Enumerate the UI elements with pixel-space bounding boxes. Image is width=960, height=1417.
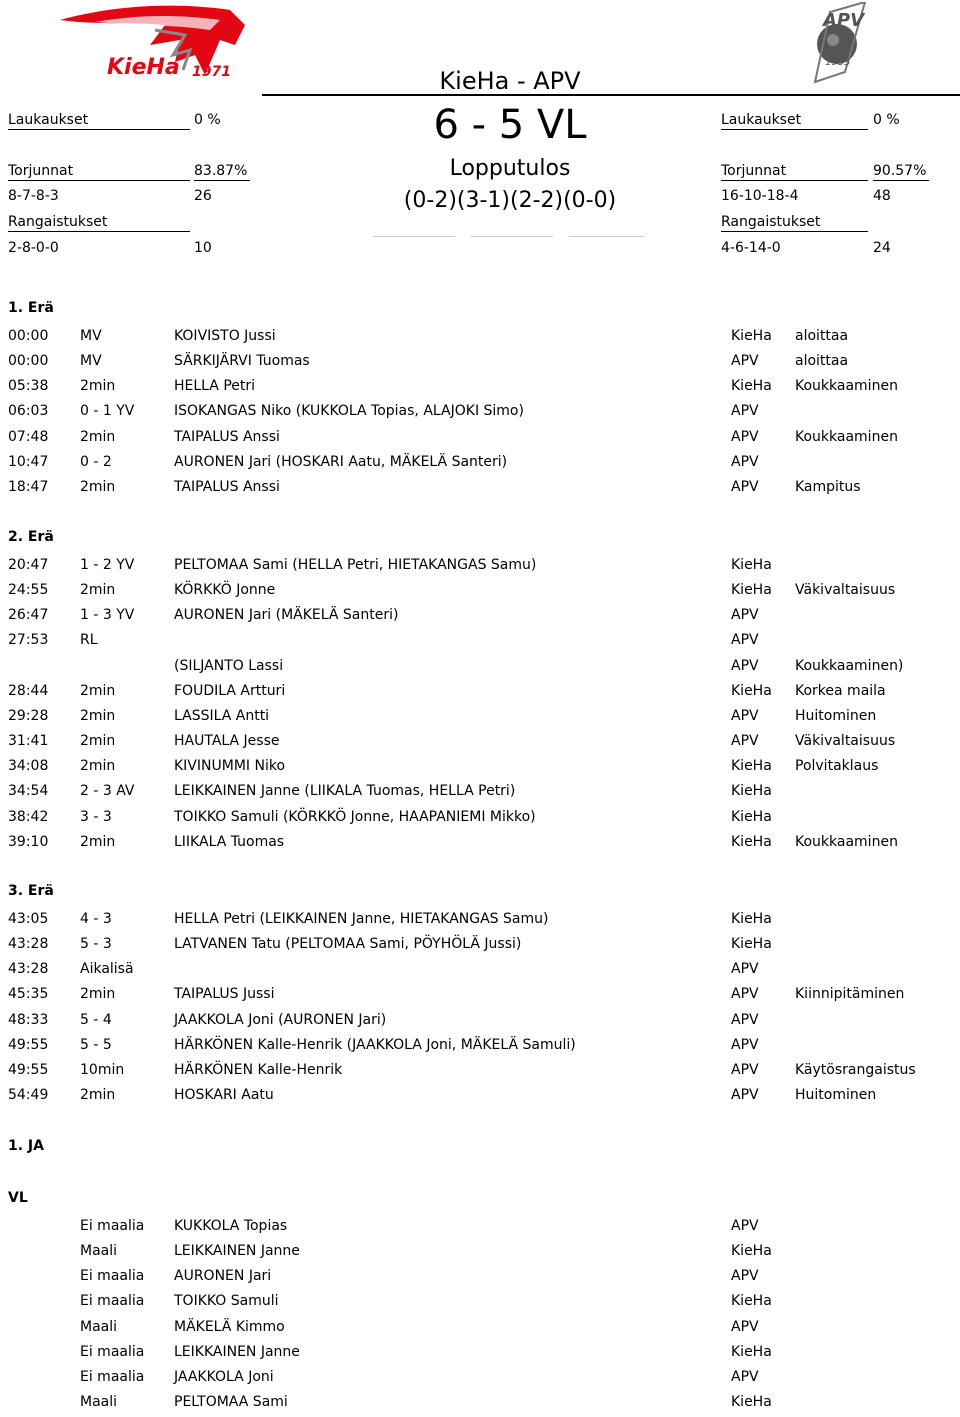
event-row [0, 681, 960, 706]
event-team: KieHa [731, 1394, 772, 1411]
event-note: Koukkaaminen [795, 833, 898, 850]
event-team: APV [731, 1061, 759, 1078]
period-scores: (0-2)(3-1)(2-2)(0-0) [403, 188, 617, 213]
away-pen-breakdown: 4-6-14-0 [721, 240, 781, 256]
event-player: LATVANEN Tatu (PELTOMAA Sami, PÖYHÖLÄ Jussi) [174, 936, 522, 953]
event-team: APV [731, 1036, 759, 1053]
event-player: AURONEN Jari (MÄKELÄ Santeri) [174, 607, 399, 624]
event-note: Kampitus [795, 478, 861, 495]
event-row [0, 580, 960, 605]
event-player: ISOKANGAS Niko (KUKKOLA Topias, ALAJOKI Simo) [174, 403, 524, 420]
away-shots-label: Laukaukset [721, 111, 868, 130]
event-player: LIIKALA Tuomas [174, 833, 285, 850]
event-type: MV [80, 353, 102, 370]
event-player: KUKKOLA Topias [174, 1218, 288, 1234]
event-note: Koukkaaminen [795, 378, 898, 395]
event-row [0, 1367, 960, 1392]
home-saves-total: 26 [194, 188, 212, 204]
event-row [0, 1342, 960, 1367]
event-time: 28:44 [8, 682, 49, 699]
event-team: KieHa [731, 1243, 772, 1260]
event-team: APV [731, 1218, 759, 1234]
event-row [0, 326, 960, 351]
event-type: 5 - 4 [80, 1011, 112, 1028]
event-row [0, 1035, 960, 1060]
event-row [0, 1392, 960, 1417]
event-player: KIVINUMMI Niko [174, 758, 286, 775]
event-time: 43:28 [8, 936, 49, 953]
event-note: Väkivaltaisuus [795, 582, 896, 599]
event-note: Koukkaaminen) [795, 657, 904, 674]
event-team: KieHa [731, 758, 772, 775]
event-time: 05:38 [8, 378, 49, 395]
event-team: KieHa [731, 1343, 772, 1360]
event-type: 5 - 5 [80, 1036, 112, 1053]
event-type: 2 - 3 AV [80, 783, 135, 800]
period-underline-2 [470, 236, 553, 237]
event-type: RL [80, 632, 98, 649]
event-note: aloittaa [795, 328, 849, 344]
section-title: 1. Erä [8, 300, 54, 316]
event-type: Ei maalia [80, 1218, 145, 1234]
event-row [0, 1216, 960, 1241]
event-team: APV [731, 478, 759, 495]
home-logo-year: 1971 [192, 64, 231, 80]
event-note: Polvitaklaus [795, 758, 879, 775]
matchup-title: KieHa - APV [439, 67, 581, 95]
event-time: 45:35 [8, 986, 49, 1003]
event-row [0, 555, 960, 580]
event-team: KieHa [731, 936, 772, 953]
event-team: KieHa [731, 833, 772, 850]
event-row [0, 706, 960, 731]
home-shots-value: 0 % [194, 112, 221, 128]
event-team: APV [731, 1368, 759, 1385]
event-type: Ei maalia [80, 1368, 145, 1385]
event-time: 00:00 [8, 353, 49, 370]
event-type: 2min [80, 682, 116, 699]
event-row [0, 401, 960, 426]
away-saves-value: 90.57% [873, 162, 929, 181]
event-row [0, 1010, 960, 1035]
away-logo-text: APV [823, 10, 865, 31]
event-note: Koukkaaminen [795, 428, 898, 445]
event-type: Maali [80, 1394, 118, 1411]
event-type: 3 - 3 [80, 808, 112, 825]
event-player: SÄRKIJÄRVI Tuomas [174, 353, 310, 370]
event-type: 2min [80, 582, 116, 599]
event-row [0, 1085, 960, 1110]
away-logo-year: 1953 [825, 57, 851, 68]
event-row [0, 605, 960, 630]
event-type: Ei maalia [80, 1293, 145, 1310]
event-time: 07:48 [8, 428, 49, 445]
section-title: 2. Erä [8, 529, 54, 545]
event-row [0, 959, 960, 984]
event-time: 43:05 [8, 911, 49, 927]
event-team: APV [731, 733, 759, 750]
event-note: Huitominen [795, 707, 877, 724]
event-time: 49:55 [8, 1061, 49, 1078]
period-underline-3 [569, 236, 645, 237]
event-time: 27:53 [8, 632, 49, 649]
event-type: 2min [80, 707, 116, 724]
event-row [0, 1317, 960, 1342]
final-score: 6 - 5 VL [433, 102, 587, 148]
event-team: APV [731, 657, 759, 674]
event-time: 31:41 [8, 733, 49, 750]
event-player: AURONEN Jari [174, 1268, 272, 1285]
event-row [0, 807, 960, 832]
event-team: KieHa [731, 682, 772, 699]
event-time: 39:10 [8, 833, 49, 850]
event-type: 2min [80, 833, 116, 850]
event-player: TOIKKO Samuli (KÖRKKÖ Jonne, HAAPANIEMI Mikko) [174, 808, 536, 825]
event-player: LEIKKAINEN Janne [174, 1243, 300, 1260]
event-type: 2min [80, 758, 116, 775]
section-title: 1. JA [8, 1138, 44, 1154]
result-label: Lopputulos [449, 156, 571, 181]
event-team: KieHa [731, 1293, 772, 1310]
event-player: HÄRKÖNEN Kalle-Henrik [174, 1061, 343, 1078]
away-saves-breakdown: 16-10-18-4 [721, 188, 799, 204]
home-logo [55, 0, 255, 90]
event-row [0, 427, 960, 452]
event-time: 34:08 [8, 758, 49, 775]
event-team: KieHa [731, 582, 772, 599]
home-logo-text: KieHa [107, 55, 180, 80]
event-player: PELTOMAA Sami [174, 1394, 288, 1411]
section-title: VL [8, 1190, 28, 1206]
event-type: Ei maalia [80, 1343, 145, 1360]
event-team: APV [731, 1318, 759, 1335]
event-row [0, 477, 960, 502]
event-team: APV [731, 453, 759, 470]
event-note: Huitominen [795, 1087, 877, 1104]
event-row [0, 984, 960, 1009]
event-time: 10:47 [8, 453, 49, 470]
event-type: 2min [80, 478, 116, 495]
period-underline-1 [373, 236, 455, 237]
event-team: APV [731, 1268, 759, 1285]
event-player: TAIPALUS Jussi [174, 986, 275, 1003]
event-team: APV [731, 403, 759, 420]
event-time: 48:33 [8, 1011, 49, 1028]
away-pen-label: Rangaistukset [721, 213, 868, 232]
event-type: 2min [80, 733, 116, 750]
event-time: 49:55 [8, 1036, 49, 1053]
event-type: 1 - 2 YV [80, 557, 135, 573]
event-type: 2min [80, 428, 116, 445]
event-time: 24:55 [8, 582, 49, 599]
event-team: KieHa [731, 378, 772, 395]
event-time: 00:00 [8, 328, 49, 344]
home-pen-label: Rangaistukset [8, 213, 190, 232]
event-time: 54:49 [8, 1087, 49, 1104]
event-type: Aikalisä [80, 961, 134, 978]
event-row [0, 781, 960, 806]
event-team: KieHa [731, 328, 772, 344]
event-time: 18:47 [8, 478, 49, 495]
event-player: FOUDILA Artturi [174, 682, 286, 699]
section-title: 3. Erä [8, 883, 54, 899]
event-player: JAAKKOLA Joni (AURONEN Jari) [174, 1011, 387, 1028]
event-player: TAIPALUS Anssi [174, 478, 280, 495]
event-row [0, 756, 960, 781]
home-saves-breakdown: 8-7-8-3 [8, 188, 59, 204]
event-type: 2min [80, 986, 116, 1003]
event-player: TAIPALUS Anssi [174, 428, 280, 445]
away-logo [805, 2, 875, 87]
event-row [0, 1266, 960, 1291]
event-type: Maali [80, 1243, 118, 1260]
event-team: APV [731, 707, 759, 724]
event-player: HELLA Petri (LEIKKAINEN Janne, HIETAKANGAS Samu) [174, 911, 549, 927]
event-row [0, 452, 960, 477]
event-player: LASSILA Antti [174, 707, 270, 724]
event-player: PELTOMAA Sami (HELLA Petri, HIETAKANGAS Samu) [174, 557, 537, 573]
event-player: HOSKARI Aatu [174, 1087, 274, 1104]
event-team: APV [731, 986, 759, 1003]
event-team: KieHa [731, 808, 772, 825]
event-row [0, 1241, 960, 1266]
event-team: APV [731, 1011, 759, 1028]
event-type: 1 - 3 YV [80, 607, 135, 624]
event-note: Korkea maila [795, 682, 886, 699]
event-player: (SILJANTO Lassi [174, 657, 284, 674]
event-type: 10min [80, 1061, 125, 1078]
event-player: HAUTALA Jesse [174, 733, 280, 750]
home-pen-breakdown: 2-8-0-0 [8, 240, 59, 256]
event-player: HELLA Petri [174, 378, 256, 395]
event-row [0, 1291, 960, 1316]
event-type: 0 - 1 YV [80, 403, 135, 420]
event-player: JAAKKOLA Joni [174, 1368, 274, 1385]
event-note: Käytösrangaistus [795, 1061, 916, 1078]
event-player: LEIKKAINEN Janne (LIIKALA Tuomas, HELLA Petri) [174, 783, 516, 800]
event-row [0, 909, 960, 934]
event-row [0, 376, 960, 401]
away-shots-value: 0 % [873, 112, 900, 128]
away-saves-total: 48 [873, 188, 891, 204]
event-note: Kiinnipitäminen [795, 986, 905, 1003]
event-team: KieHa [731, 911, 772, 927]
event-row [0, 731, 960, 756]
event-team: KieHa [731, 557, 772, 573]
event-team: APV [731, 353, 759, 370]
event-player: AURONEN Jari (HOSKARI Aatu, MÄKELÄ Santeri) [174, 453, 508, 470]
event-time: 38:42 [8, 808, 49, 825]
event-player: LEIKKAINEN Janne [174, 1343, 300, 1360]
event-time: 29:28 [8, 707, 49, 724]
home-pen-total: 10 [194, 240, 212, 256]
home-saves-value: 83.87% [194, 162, 250, 181]
event-team: APV [731, 1087, 759, 1104]
event-type: 2min [80, 1087, 116, 1104]
away-saves-label: Torjunnat [721, 162, 868, 181]
event-time: 43:28 [8, 961, 49, 978]
event-row [0, 630, 960, 655]
event-row [0, 351, 960, 376]
event-player: HÄRKÖNEN Kalle-Henrik (JAAKKOLA Joni, MÄKELÄ Samuli) [174, 1036, 576, 1053]
event-team: APV [731, 428, 759, 445]
event-row [0, 656, 960, 681]
event-team: APV [731, 961, 759, 978]
event-player: KÖRKKÖ Jonne [174, 582, 276, 599]
event-type: 4 - 3 [80, 911, 112, 927]
event-player: MÄKELÄ Kimmo [174, 1318, 285, 1335]
event-row [0, 934, 960, 959]
event-time: 06:03 [8, 403, 49, 420]
event-row [0, 1060, 960, 1085]
event-team: KieHa [731, 783, 772, 800]
event-time: 20:47 [8, 557, 49, 573]
away-pen-total: 24 [873, 240, 891, 256]
event-note: aloittaa [795, 353, 849, 370]
event-type: Ei maalia [80, 1268, 145, 1285]
event-time: 26:47 [8, 607, 49, 624]
event-type: 5 - 3 [80, 936, 112, 953]
event-note: Väkivaltaisuus [795, 733, 896, 750]
event-team: APV [731, 607, 759, 624]
event-team: APV [731, 632, 759, 649]
home-saves-label: Torjunnat [8, 162, 190, 181]
home-shots-label: Laukaukset [8, 111, 190, 130]
event-player: TOIKKO Samuli [174, 1293, 279, 1310]
event-player: KOIVISTO Jussi [174, 328, 276, 344]
event-type: 0 - 2 [80, 453, 112, 470]
event-row [0, 832, 960, 857]
event-time: 34:54 [8, 783, 49, 800]
event-type: MV [80, 328, 102, 344]
event-type: 2min [80, 378, 116, 395]
event-type: Maali [80, 1318, 118, 1335]
